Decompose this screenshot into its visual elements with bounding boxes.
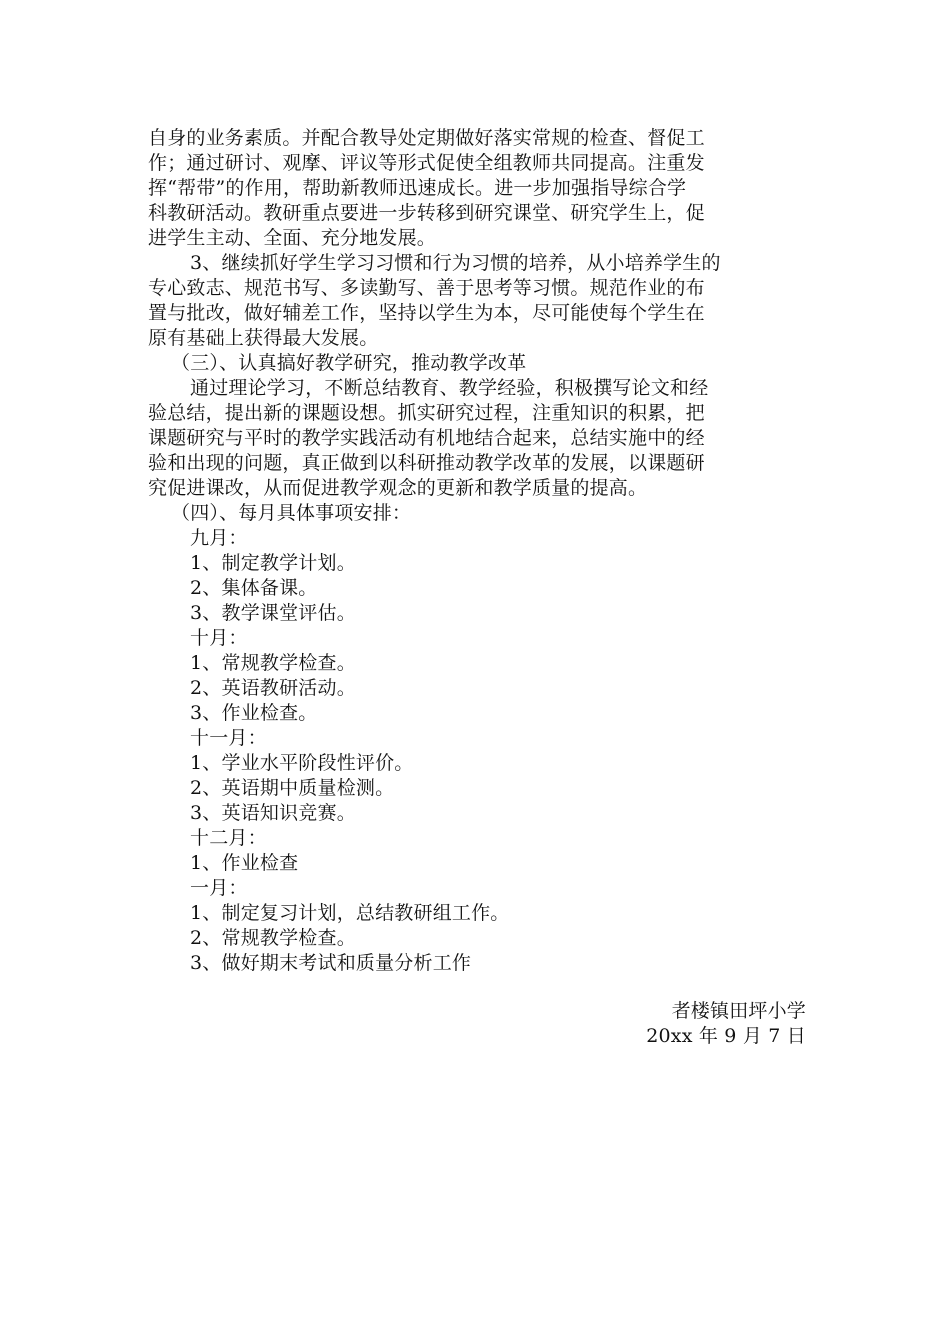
month-heading: 一月： <box>190 877 248 899</box>
paragraph-line: 究促进课改，从而促进教学观念的更新和教学质量的提高。 <box>148 477 648 499</box>
paragraph-line: 通过理论学习，不断总结教育、教学经验，积极撰写论文和经 <box>190 377 709 399</box>
paragraph-line: 课题研究与平时的教学实践活动有机地结合起来，总结实施中的经 <box>148 427 705 449</box>
list-item: 2、英语期中质量检测。 <box>190 777 395 799</box>
paragraph-line: 验总结，提出新的课题设想。抓实研究过程，注重知识的积累，把 <box>148 402 705 424</box>
paragraph-line: 自身的业务素质。并配合教导处定期做好落实常规的检查、督促工 <box>148 127 705 149</box>
paragraph-line: 置与批改，做好辅差工作，坚持以学生为本，尽可能使每个学生在 <box>148 302 705 324</box>
paragraph-line: 科教研活动。教研重点要进一步转移到研究课堂、研究学生上，促 <box>148 202 705 224</box>
paragraph-line: 作；通过研讨、观摩、评议等形式促使全组教师共同提高。注重发 <box>148 152 705 174</box>
paragraph-line: 挥“帮带”的作用，帮助新教师迅速成长。进一步加强指导综合学 <box>148 177 687 199</box>
list-item: 2、集体备课。 <box>190 577 318 599</box>
list-item: 1、制定复习计划，总结教研组工作。 <box>190 902 510 924</box>
section-heading: （三）、认真搞好教学研究，推动教学改革 <box>171 352 527 374</box>
month-heading: 十二月： <box>190 827 267 849</box>
signature-date: 20xx 年 9 月 7 日 <box>646 1025 806 1047</box>
list-item: 2、常规教学检查。 <box>190 927 356 949</box>
list-item: 3、做好期末考试和质量分析工作 <box>190 952 472 974</box>
month-heading: 十月： <box>190 627 248 649</box>
paragraph-line: 进学生主动、全面、充分地发展。 <box>148 227 437 249</box>
list-item: 3、英语知识竞赛。 <box>190 802 356 824</box>
list-item: 1、制定教学计划。 <box>190 552 356 574</box>
paragraph-line: 验和出现的问题，真正做到以科研推动教学改革的发展，以课题研 <box>148 452 705 474</box>
paragraph-line: 专心致志、规范书写、多读勤写、善于思考等习惯。规范作业的布 <box>148 277 705 299</box>
list-item: 1、常规教学检查。 <box>190 652 356 674</box>
paragraph-line: 3、继续抓好学生学习习惯和行为习惯的培养，从小培养学生的 <box>190 252 721 274</box>
section-heading: （四）、每月具体事项安排： <box>171 502 412 524</box>
list-item: 1、学业水平阶段性评价。 <box>190 752 414 774</box>
month-heading: 九月： <box>190 527 248 549</box>
paragraph-line: 原有基础上获得最大发展。 <box>148 327 379 349</box>
list-item: 1、作业检查 <box>190 852 299 874</box>
list-item: 3、作业检查。 <box>190 702 318 724</box>
list-item: 2、英语教研活动。 <box>190 677 356 699</box>
list-item: 3、教学课堂评估。 <box>190 602 356 624</box>
signature-school: 者楼镇田坪小学 <box>671 1000 806 1022</box>
month-heading: 十一月： <box>190 727 267 749</box>
